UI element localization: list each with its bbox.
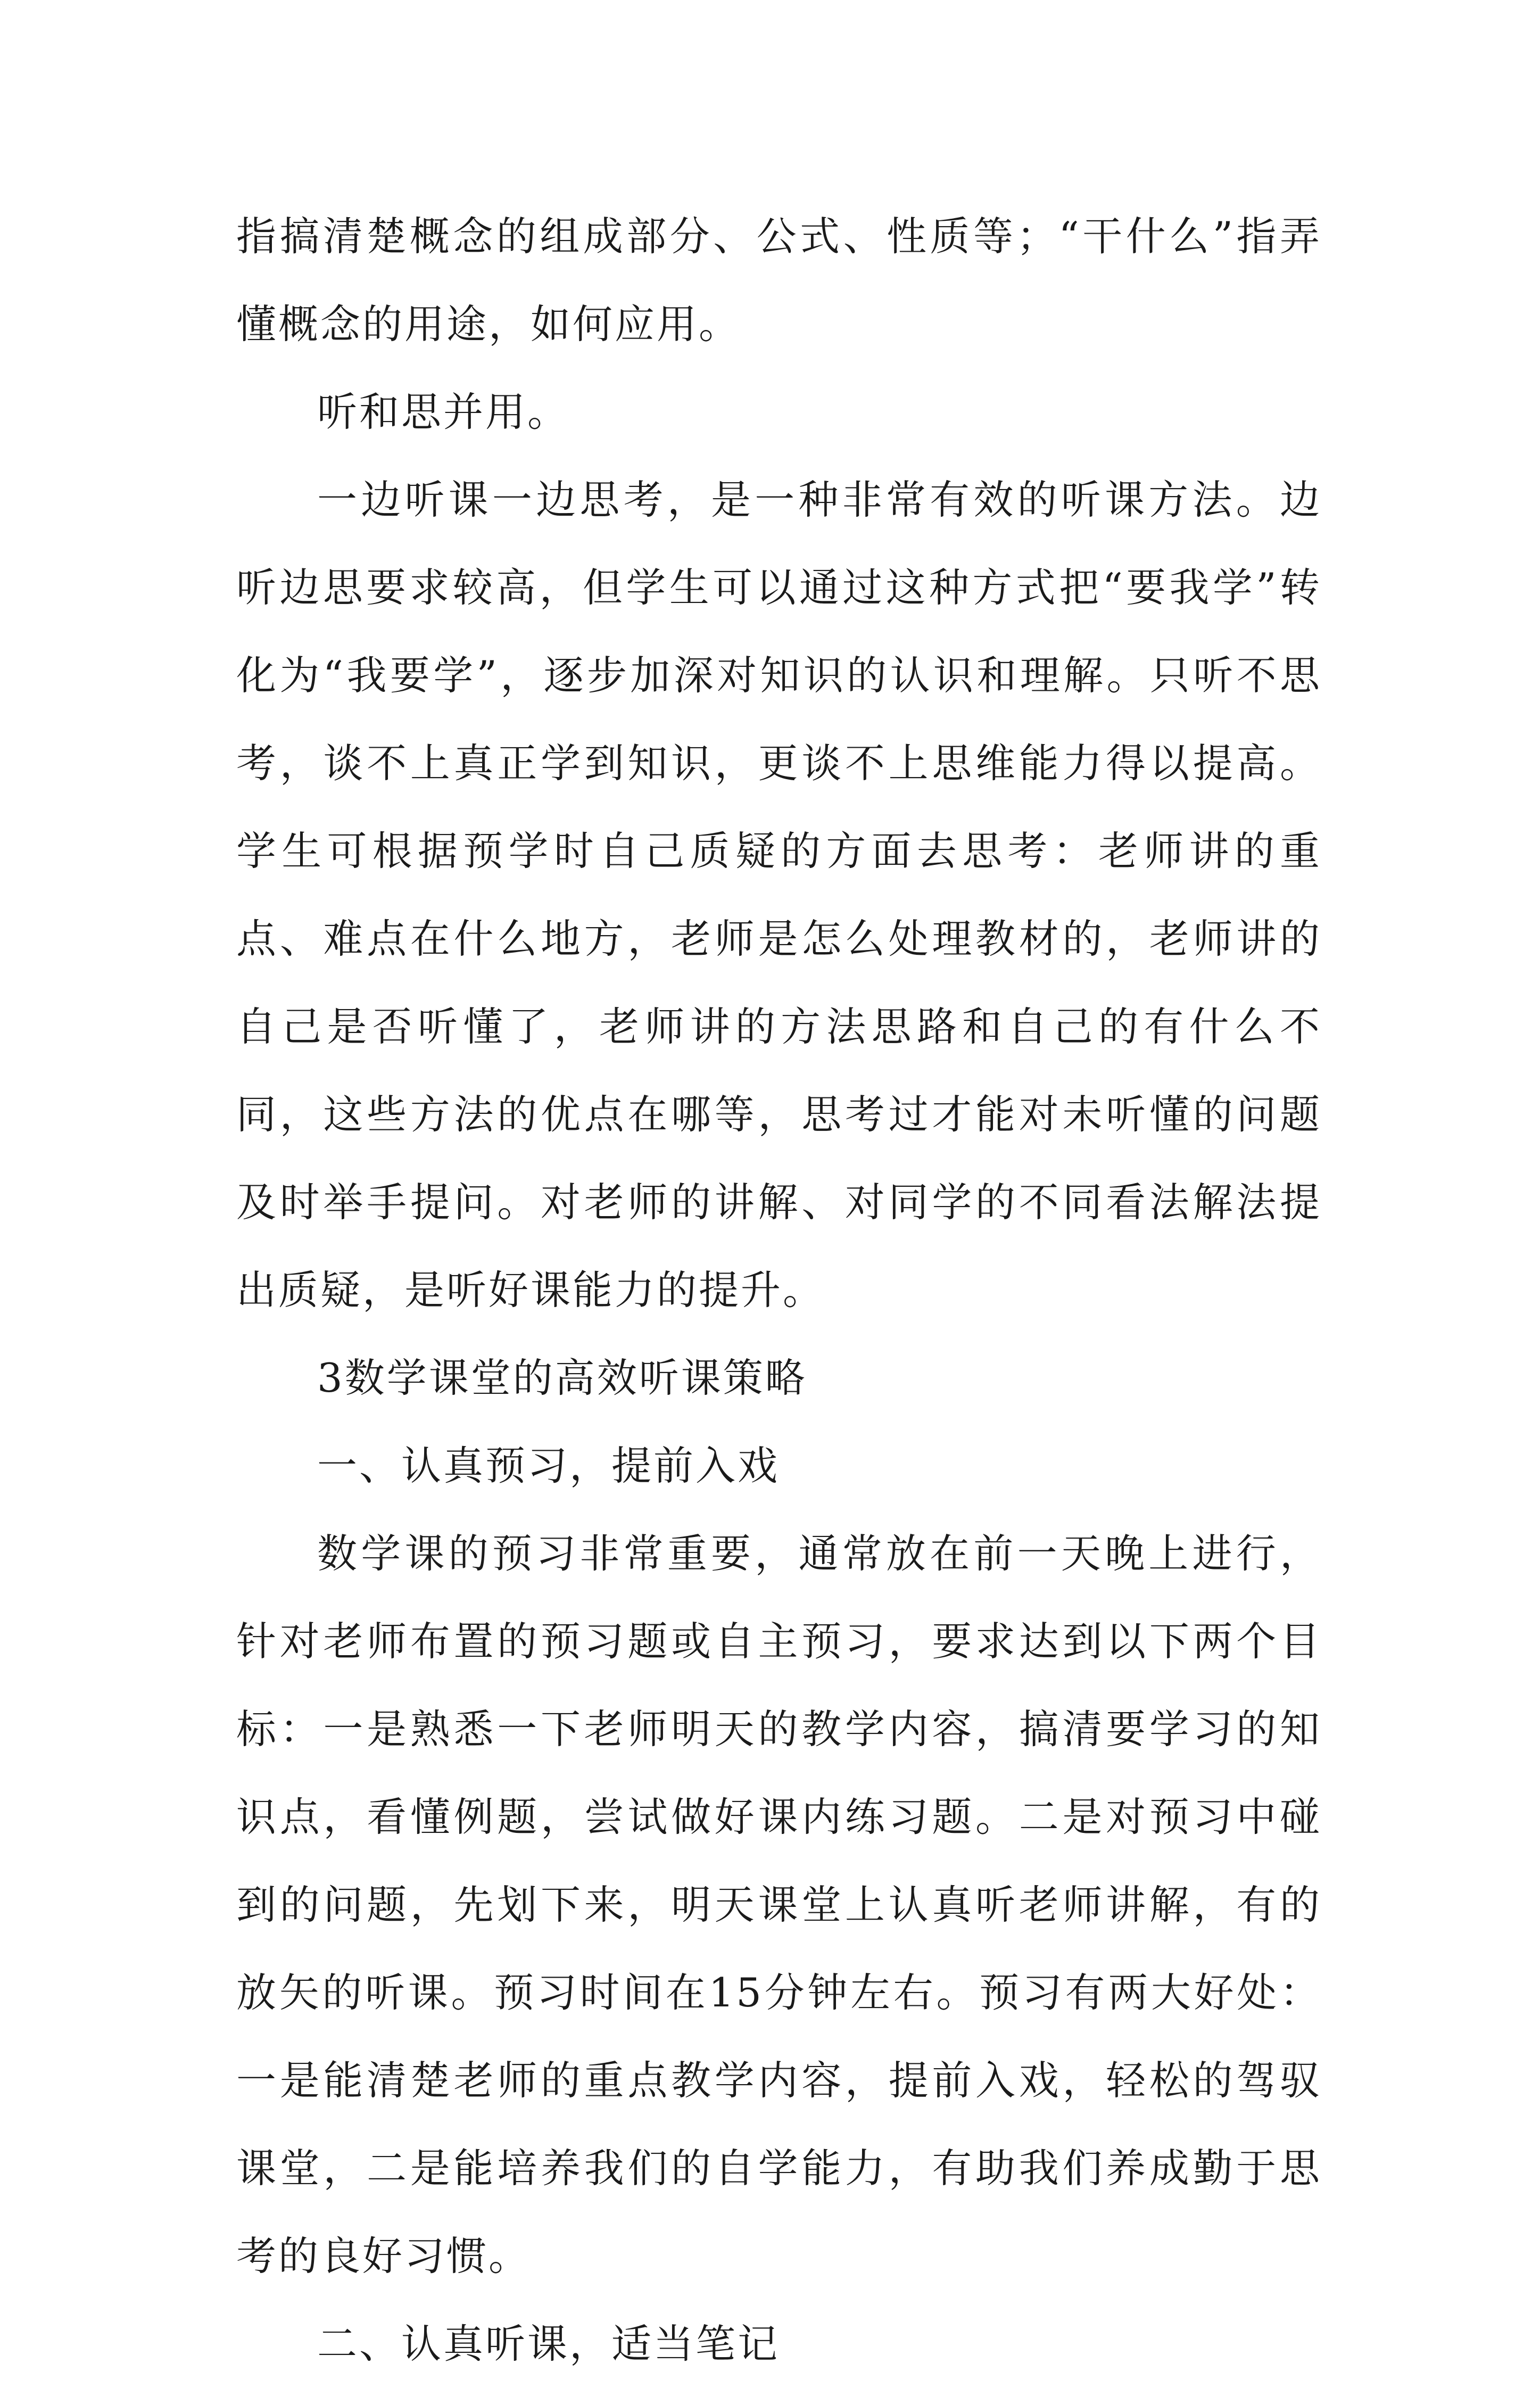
subheading-preview: 一、认真预习，提前入戏	[317, 1442, 780, 1489]
document-body	[236, 193, 1322, 2388]
subheading-listen-notes: 二、认真听课，适当笔记	[317, 2320, 780, 2367]
paragraph-heading-listen-think: 听和思并用。	[317, 389, 570, 435]
paragraph-preview-body: 数学课的预习非常重要，通常放在前一天晚上进行，针对老师布置的预习题或自主预习，要求达到以下两个目标：一是熟悉一下老师明天的教学内容，搞清要学习的知识点，看懂例题，尝试做好课内练习题。二是对预习中碰到的问题，先划下来，明天课堂上认真听老师讲解，有的放矢的听课。预习时间在15分钟左右。预习有两大好处：一是能清楚老师的重点教学内容，提前入戏，轻松的驾驭课堂，二是能培养我们的自学能力，有助我们养成勤于思考的良好习惯。	[236, 1530, 1322, 2279]
paragraph-concept-definition: 指搞清楚概念的组成部分、公式、性质等；“干什么”指弄懂概念的用途，如何应用。	[236, 213, 1322, 348]
section-title-math-strategy: 3数学课堂的高效听课策略	[317, 1354, 807, 1401]
paragraph-listen-think-body: 一边听课一边思考，是一种非常有效的听课方法。边听边思要求较高，但学生可以通过这种方式把“要我学”转化为“我要学”，逐步加深对知识的认识和理解。只听不思考，谈不上真正学到知识，更谈不上思维能力得以提高。学生可根据预学时自己质疑的方面去思考：老师讲的重点、难点在什么地方，老师是怎么处理教材的，老师讲的自己是否听懂了，老师讲的方法思路和自己的有什么不同，这些方法的优点在哪等，思考过才能对未听懂的问题及时举手提问。对老师的讲解、对同学的不同看法解法提出质疑，是听好课能力的提升。	[236, 476, 1322, 1313]
